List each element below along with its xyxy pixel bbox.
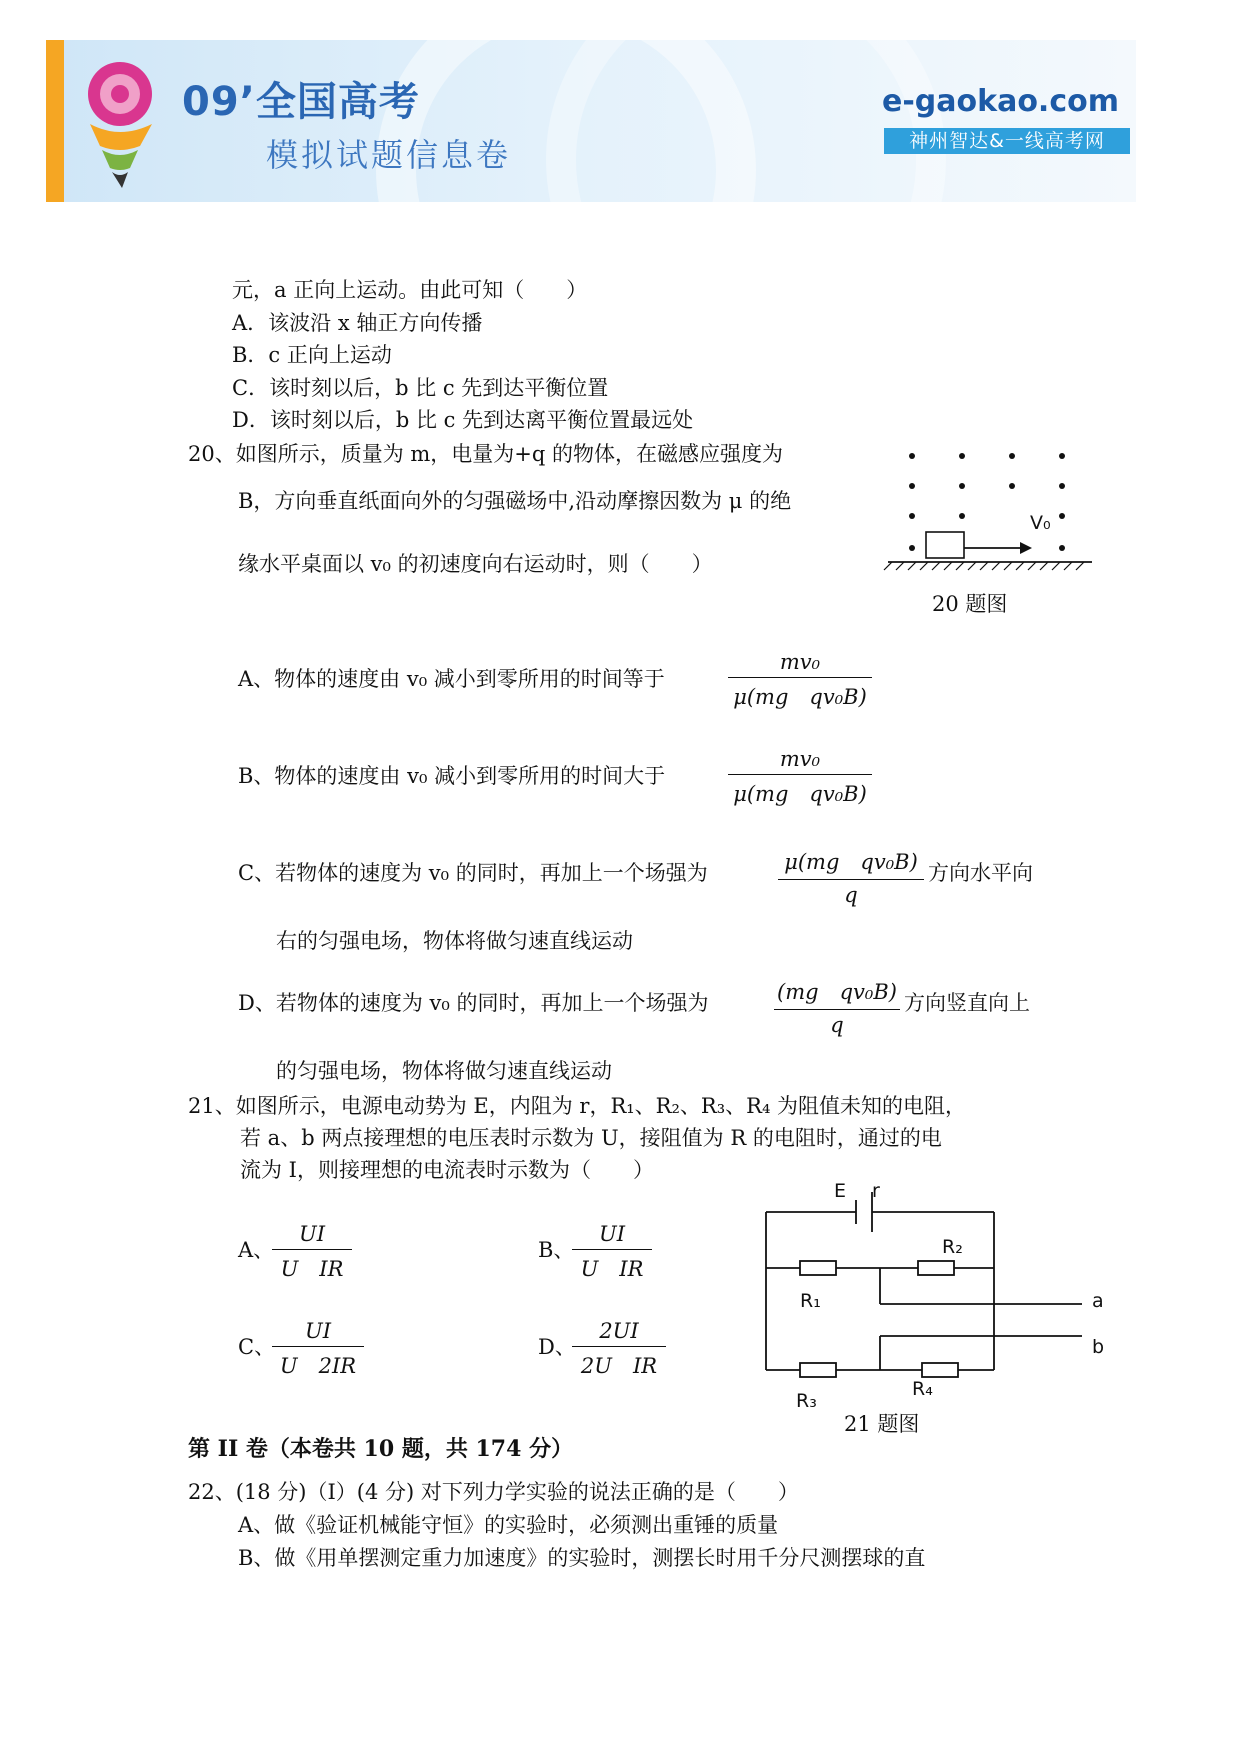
q21-option-b-fraction [572,1222,652,1283]
fraction-denominator: U 2IR [279,1354,357,1378]
circuit-label-e: E [834,1180,847,1202]
q22-option-a: A、做《验证机械能守恒》的实验时，必须测出重锤的质量 [238,1513,779,1537]
site-name: e-gaokao.com [882,84,1119,119]
q22-line1: 22、(18 分)（Ⅰ）(4 分) 对下列力学实验的说法正确的是（ ） [188,1480,799,1504]
banner-decoration [546,40,946,202]
fraction-numerator: mv₀ [779,650,821,674]
part2-heading: 第 II 卷（本卷共 10 题，共 174 分） [188,1436,574,1462]
fraction-denominator: U IR [580,1257,644,1281]
banner-stripe [46,40,64,202]
q20-line2: B，方向垂直纸面向外的匀强磁场中,沿动摩擦因数为 μ 的绝 [238,489,792,513]
q20-option-c-suffix: 方向水平向 [928,861,1033,885]
q20-option-c-line2: 右的匀强电场，物体将做匀速直线运动 [276,929,633,953]
q20-caption: 20 题图 [932,592,1008,616]
circuit-label-r3: R₃ [796,1390,817,1412]
q21-option-d-label: D、 [538,1335,576,1359]
banner-title: 09’全国高考 [182,79,420,125]
fraction-bar [728,677,872,678]
fraction-bar [572,1346,666,1347]
q20-option-d-line2: 的匀强电场，物体将做匀速直线运动 [276,1059,612,1083]
fraction-numerator: (mg qv₀B) [777,980,897,1004]
q20-option-d-fraction [774,976,900,1037]
q20-line3: 缘水平桌面以 v₀ 的初速度向右运动时，则（ ） [238,552,713,576]
q19-option-b: B．c 正向上运动 [232,343,392,367]
q21-option-a-fraction [272,1222,352,1283]
q21-option-d-fraction [572,1319,666,1380]
logo-icon [70,54,170,194]
q20-velocity-label: V₀ [1030,512,1051,534]
q21-line3: 流为 I，则接理想的电流表时示数为（ ） [240,1158,654,1182]
q19-stem-tail: 元，a 正向上运动。由此可知（ ） [232,278,588,302]
q21-option-c-label: C、 [238,1335,276,1359]
fraction-denominator: q [830,1013,844,1037]
q21-line2: 若 a、b 两点接理想的电压表时示数为 U，接阻值为 R 的电阻时，通过的电 [240,1126,942,1150]
circuit-label-r1: R₁ [800,1290,821,1312]
fraction-bar [774,1009,900,1010]
q21-circuit-diagram [760,1176,1100,1396]
fraction-denominator: μ(mg qv₀B) [733,685,867,709]
banner-subtitle: 模拟试题信息卷 [266,136,512,174]
fraction-numerator: mv₀ [779,747,821,771]
q21-option-b-label: B、 [538,1238,575,1262]
q21-caption: 21 题图 [844,1412,920,1436]
q21-option-a-label: A、 [238,1238,275,1262]
fraction-bar [272,1346,364,1347]
circuit-label-r: r [872,1180,880,1202]
circuit-label-r2: R₂ [942,1236,963,1258]
fraction-denominator: U IR [280,1257,344,1281]
q20-option-b: B、物体的速度由 v₀ 减小到零所用的时间大于 [238,764,666,788]
site-tagline: 神州智达&一线高考网 [884,128,1130,154]
q20-option-a-fraction [728,650,872,711]
circuit-label-r4: R₄ [912,1378,933,1400]
q20-option-c-fraction [778,846,924,907]
fraction-denominator: μ(mg qv₀B) [733,782,867,806]
fraction-numerator: UI [305,1319,331,1343]
fraction-numerator: UI [299,1222,325,1246]
header-banner [46,40,1136,202]
q20-figure [880,440,1100,570]
fraction-bar [572,1249,652,1250]
q19-option-c: C．该时刻以后，b 比 c 先到达平衡位置 [232,376,609,400]
fraction-bar [728,774,872,775]
circuit-label-b: b [1092,1336,1105,1358]
circuit-label-a: a [1092,1290,1104,1312]
q22-option-b: B、做《用单摆测定重力加速度》的实验时，测摆长时用千分尺测摆球的直 [238,1546,926,1570]
q20-option-b-fraction [728,747,872,808]
q20-option-d-suffix: 方向竖直向上 [904,991,1030,1015]
q19-option-d: D．该时刻以后，b 比 c 先到达离平衡位置最远处 [232,408,694,432]
q20-option-c: C、若物体的速度为 v₀ 的同时，再加上一个场强为 [238,861,708,885]
q19-option-a: A．该波沿 x 轴正方向传播 [232,311,483,335]
q20-line1: 20、如图所示，质量为 m，电量为+q 的物体，在磁感应强度为 [188,442,784,466]
fraction-numerator: UI [599,1222,625,1246]
fraction-bar [778,879,924,880]
q20-option-d: D、若物体的速度为 v₀ 的同时，再加上一个场强为 [238,991,709,1015]
fraction-numerator: μ(mg qv₀B) [784,850,918,874]
q21-option-c-fraction [272,1319,364,1380]
q20-option-a: A、物体的速度由 v₀ 减小到零所用的时间等于 [238,667,665,691]
fraction-denominator: q [844,883,858,907]
fraction-numerator: 2UI [599,1319,639,1343]
q21-line1: 21、如图所示，电源电动势为 E，内阻为 r，R₁、R₂、R₃、R₄ 为阻值未知的电阻， [188,1094,967,1118]
fraction-bar [272,1249,352,1250]
fraction-denominator: 2U IR [580,1354,658,1378]
